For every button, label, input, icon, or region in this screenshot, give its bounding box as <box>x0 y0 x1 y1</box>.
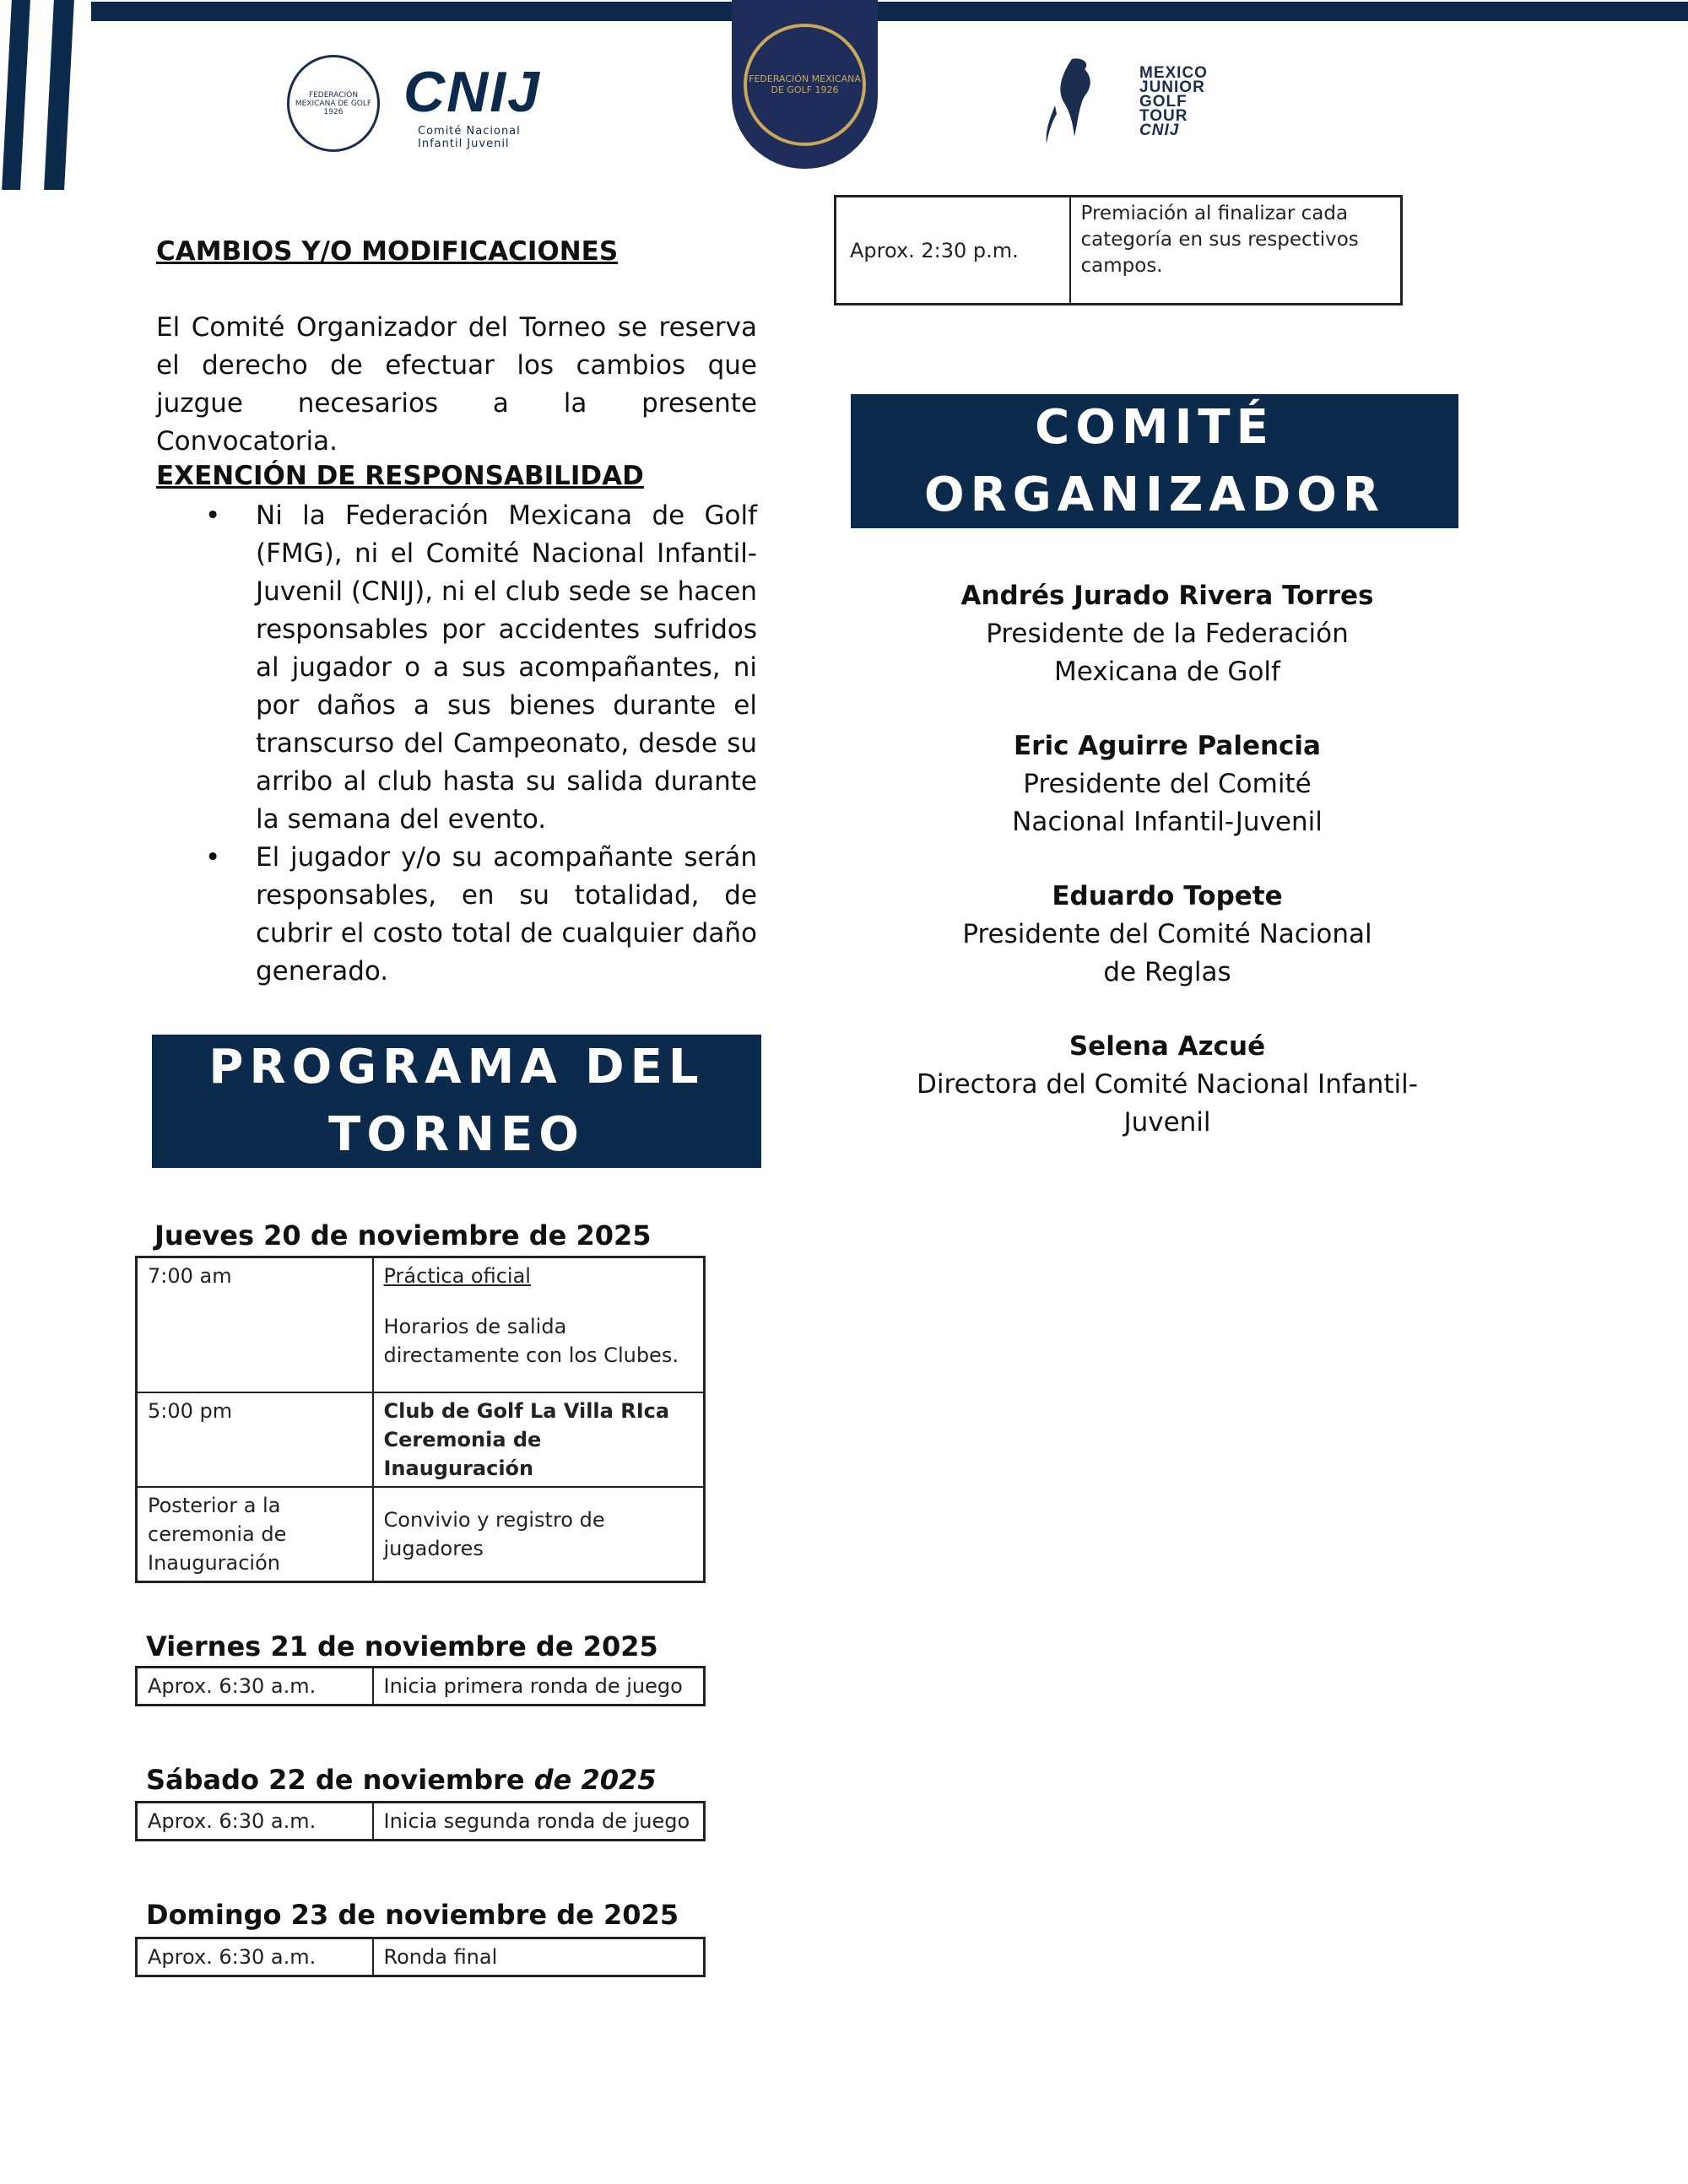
table-row <box>137 1487 705 1582</box>
time-cell: 7:00 am <box>137 1257 373 1392</box>
committee-member <box>872 577 1463 691</box>
mjgt-line: CNIJ <box>1139 122 1180 139</box>
exencion-heading: EXENCIÓN DE RESPONSABILIDAD <box>156 461 644 491</box>
time-cell: Aprox. 6:30 a.m. <box>137 1668 373 1706</box>
heading-part: de 2025 <box>533 1764 657 1796</box>
time-cell: Posterior a la ceremonia de Inauguración <box>137 1487 373 1582</box>
header-stripe <box>44 0 74 190</box>
member-name: Andrés Jurado Rivera Torres <box>960 581 1374 611</box>
schedule-table-viernes <box>135 1666 706 1706</box>
activity-cell: Premiación al finalizar cada categoría en sus respectivos campos. <box>1070 197 1402 305</box>
activity-cell <box>373 1392 705 1487</box>
list-item: • Ni la Federación Mexicana de Golf (FMG), ni el Comité Nacional Infantil-Juvenil (CNIJ), ni el club sede se hacen responsables por accidentes sufridos al jugador o a sus acompañantes, ni por daños a sus bienes durante el transcurso del Campeonato, desde su arribo al club hasta su salida durante la semana del evento. <box>156 497 757 839</box>
activity-cell: Inicia primera ronda de juego <box>373 1668 705 1706</box>
activity-cell: Convivio y registro de jugadores <box>373 1487 705 1582</box>
member-role: Presidente del Comité Nacional de Reglas <box>962 919 1372 987</box>
table-row <box>836 197 1402 305</box>
schedule-table-domingo <box>135 1937 706 1977</box>
committee-member <box>872 1028 1463 1142</box>
schedule-table-sabado <box>135 1801 706 1841</box>
medallion-seal: FEDERACIÓN MEXICANA DE GOLF 1926 <box>744 24 866 146</box>
mjgt-line: JUNIOR <box>1139 78 1205 96</box>
heading-part: Sábado 22 de noviembre <box>146 1764 534 1796</box>
cnij-logo-sub <box>418 125 521 150</box>
table-row <box>137 1938 705 1976</box>
venue: Club de Golf La Villa RIca <box>383 1398 670 1423</box>
cnij-sub-1: Comité Nacional <box>418 125 521 138</box>
cambios-body: El Comité Organizador del Torneo se reserva el derecho de efectuar los cambios que juzgue necesarios a la presente Convocatoria. <box>156 312 757 457</box>
member-name: Eric Aguirre Palencia <box>1014 731 1321 761</box>
day-heading-viernes: Viernes 21 de noviembre de 2025 <box>146 1630 658 1662</box>
table-row <box>137 1803 705 1841</box>
banner-line: ORGANIZADOR <box>924 467 1385 522</box>
time-cell: Aprox. 6:30 a.m. <box>137 1803 373 1841</box>
table-row <box>137 1392 705 1487</box>
banner-line: TORNEO <box>328 1107 585 1162</box>
day-heading-sabado <box>146 1764 657 1796</box>
cambios-heading: CAMBIOS Y/O MODIFICACIONES <box>156 236 619 267</box>
day-heading-jueves: Jueves 20 de noviembre de 2025 <box>154 1219 652 1251</box>
member-role: Presidente del Comité Nacional Infantil-Juvenil <box>1012 769 1323 837</box>
time-cell: 5:00 pm <box>137 1392 373 1487</box>
fmg-seal-logo <box>287 55 380 152</box>
mjgt-logo-text <box>1139 66 1208 138</box>
table-row <box>137 1668 705 1706</box>
schedule-table-jueves <box>135 1256 706 1583</box>
mjgt-line: MEXICO <box>1139 64 1208 82</box>
fmg-medallion <box>732 0 878 169</box>
comite-banner <box>851 394 1458 528</box>
banner-line: COMITÉ <box>1035 399 1274 455</box>
activity-cell: Ronda final <box>373 1938 705 1976</box>
schedule-table-premiacion <box>834 195 1403 305</box>
activity-title: Práctica oficial <box>383 1264 531 1288</box>
list-item: • El jugador y/o su acompañante serán responsables, en su totalidad, de cubrir el costo total de cualquier daño generado. <box>156 839 757 991</box>
committee-member <box>872 878 1463 992</box>
seal-text: FEDERACIÓN MEXICANA DE GOLF 1926 <box>295 90 372 116</box>
day-heading-domingo: Domingo 23 de noviembre de 2025 <box>146 1899 679 1931</box>
member-name: Selena Azcué <box>1069 1031 1266 1062</box>
time-cell: Aprox. 2:30 p.m. <box>836 197 1070 305</box>
member-role: Presidente de la Federación Mexicana de Golf <box>986 619 1349 687</box>
exencion-list <box>156 497 757 991</box>
mjgt-line: GOLF <box>1139 93 1188 111</box>
event: Ceremonia de Inauguración <box>383 1427 542 1480</box>
committee-member <box>872 727 1463 841</box>
golfer-logo-icon <box>1034 55 1110 152</box>
activity-detail: Horarios de salida directamente con los Clubes. <box>383 1315 679 1367</box>
cnij-sub-2: Infantil Juvenil <box>418 138 510 150</box>
activity-cell <box>373 1257 705 1392</box>
time-cell: Aprox. 6:30 a.m. <box>137 1938 373 1976</box>
header-stripe <box>2 0 30 190</box>
activity-cell: Inicia segunda ronda de juego <box>373 1803 705 1841</box>
header-bar <box>91 2 1688 21</box>
member-name: Eduardo Topete <box>1052 881 1283 911</box>
cnij-logo: CNIJ <box>403 60 541 124</box>
mjgt-line: TOUR <box>1139 107 1188 125</box>
table-row <box>137 1257 705 1392</box>
member-role: Directora del Comité Nacional Infantil-Juvenil <box>917 1069 1418 1138</box>
banner-line: PROGRAMA DEL <box>208 1040 705 1095</box>
programa-banner <box>152 1035 761 1168</box>
